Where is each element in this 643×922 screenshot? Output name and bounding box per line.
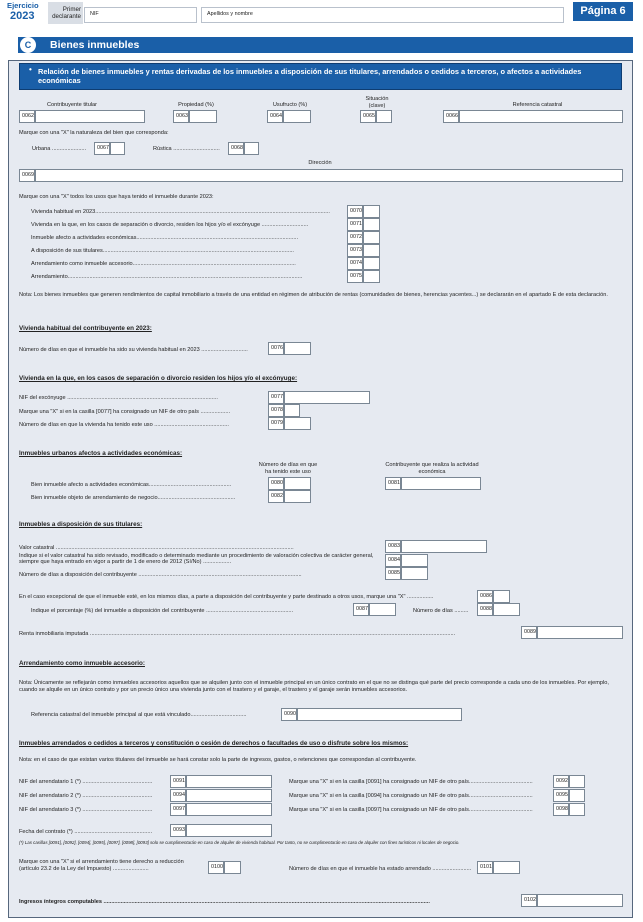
num-dias-label: Número de días ......... <box>413 608 469 614</box>
valor-revisado-input[interactable] <box>401 554 428 567</box>
contribuyente-actividad-input[interactable] <box>401 477 481 490</box>
urbana-checkbox[interactable] <box>110 142 125 155</box>
casilla-0089-code: 0089 <box>521 626 537 639</box>
usos-prompt: Marque con una "X" todos los usos que haya tenido el inmueble durante 2023: <box>19 194 214 200</box>
casilla-0076-code: 0076 <box>268 342 284 355</box>
valor-catastral-input[interactable] <box>401 540 487 553</box>
casilla-0083-code: 0083 <box>385 540 401 553</box>
nif-otro-pais-label: Marque una "X" si en la casilla [0077] ha consignado un NIF de otro país ................... <box>19 409 231 415</box>
dias-disposicion-label: Número de días a disposición del contribuyente ......................................................................................................... <box>19 572 302 578</box>
uso-label: Inmueble afecto a actividades económicas........................................................................................................ <box>31 235 299 241</box>
casilla-0101-code: 0101 <box>477 861 493 874</box>
afectos-heading: Inmuebles urbanos afectos a actividades económicas: <box>19 450 183 457</box>
fecha-contrato-input[interactable] <box>186 824 272 837</box>
vivienda-separacion-heading: Vivienda en la que, en los casos de separación o divorcio residen los hijos y/o el excónyuge: <box>19 375 298 382</box>
nif-arrendatario-input[interactable] <box>186 803 272 816</box>
usufructo-input[interactable] <box>283 110 311 123</box>
uso-label: Arrendamiento como inmueble accesorio......................................................................................................... <box>31 261 296 267</box>
casilla-0075-code: 0075 <box>347 270 363 283</box>
renta-imputada-input[interactable] <box>537 626 623 639</box>
num-dias-input[interactable] <box>493 603 520 616</box>
otro-pais-label: Marque una "X" si en la casilla [0097] ha consignado un NIF de otro país......................................... <box>289 807 533 813</box>
casilla-0090-code: 0090 <box>281 708 297 721</box>
casilla-0069-code: 0069 <box>19 169 35 182</box>
contribuyente-header: Contribuyente titular <box>46 102 98 108</box>
propiedad-header: Propiedad (%) <box>178 102 214 108</box>
dias-arrendado-input[interactable] <box>493 861 520 874</box>
nif-arrendatario-input[interactable] <box>186 775 272 788</box>
nif-exconyuge-input[interactable] <box>284 391 370 404</box>
casilla-0073-code: 0073 <box>347 244 363 257</box>
casilla-0094-code: 0094 <box>170 789 186 802</box>
uso-label: A disposición de sus titulares........................................................................................................................... <box>31 248 294 254</box>
nif-field[interactable] <box>84 7 197 23</box>
casilla-0078-code: 0078 <box>268 404 284 417</box>
casilla-0086-code: 0086 <box>477 590 493 603</box>
otro-pais-checkbox[interactable] <box>569 803 585 816</box>
casilla-0081-code: 0081 <box>385 477 401 490</box>
contribuyente-actividad-header: Contribuyente que realiza la actividad económica <box>385 462 479 475</box>
apellidos-label: Apellidos y nombre <box>207 11 253 17</box>
casilla-0063-code: 0063 <box>173 110 189 123</box>
nota-atribucion: Nota: Los bienes inmuebles que generen rendimientos de capital inmobiliario a través de una entidad en régimen de atribución de rentas (comunidades de bienes, herencias yacentes...) se declararán en el apartado E de esta declaración. <box>19 292 608 298</box>
casilla-0068-code: 0068 <box>228 142 244 155</box>
urbana-label: Urbana ...................... <box>32 146 87 152</box>
reduccion-label: Marque con una "X" si el arrendamiento tiene derecho a reducción (artículo 23.2 de la Ley del Impuesto) ....................... <box>19 859 184 872</box>
uso-checkbox[interactable] <box>363 257 380 270</box>
dias-disposicion-input[interactable] <box>401 567 428 580</box>
casilla-0085-code: 0085 <box>385 567 401 580</box>
caso-excepcional-label: En el caso excepcional de que el inmueble esté, en los mismos días, a parte a disposición del contribuyente y parte destinado a otros usos, marque una "X" ................. <box>19 594 434 600</box>
casilla-0091-code: 0091 <box>170 775 186 788</box>
reduccion-checkbox[interactable] <box>224 861 241 874</box>
dias-negocio-input[interactable] <box>284 490 311 503</box>
uso-checkbox[interactable] <box>363 205 380 218</box>
casilla-0095-code: 0095 <box>553 789 569 802</box>
uso-label: Arrendamiento....................................................................................................................................................... <box>31 274 303 280</box>
referencia-header: Referencia catastral <box>512 102 563 108</box>
situacion-header: Situación (clave) <box>365 96 389 109</box>
nif-otro-pais-checkbox[interactable] <box>284 404 300 417</box>
bullet-icon: • <box>29 65 32 74</box>
ingresos-input[interactable] <box>537 894 623 907</box>
rustica-label: Rústica .............................. <box>153 146 220 152</box>
casilla-0098-code: 0098 <box>553 803 569 816</box>
vivienda-habitual-heading: Vivienda habitual del contribuyente en 2023: <box>19 325 152 332</box>
propiedad-input[interactable] <box>189 110 217 123</box>
bien-afecto-label: Bien inmueble afecto a actividades económicas..................................................... <box>31 482 232 488</box>
disposicion-heading: Inmuebles a disposición de sus titulares: <box>19 521 143 528</box>
section-letter: C <box>20 37 36 53</box>
accesorio-nota: Nota: Únicamente se reflejarán como inmuebles accesorios aquellos que se alquilen junto con el inmueble principal en un único contrato en el que no se distinga qué parte del precio corresponde a cada uno de los inmuebles. Por ejemplo, cuando se alquile en un único contrato y por un precio único una vivienda junto con el trastero y el garaje, el trastero y el garaje serán inmuebles accesorios. <box>19 680 609 693</box>
valor-catastral-label: Valor catastral ......................................................................................................................................................... <box>19 545 294 551</box>
casilla-0080-code: 0080 <box>268 477 284 490</box>
uso-checkbox[interactable] <box>363 231 380 244</box>
casilla-0088-code: 0088 <box>477 603 493 616</box>
porcentaje-label: Indique el porcentaje (%) del inmueble a disposición del contribuyente ........................................................ <box>31 608 294 614</box>
casilla-0067-code: 0067 <box>94 142 110 155</box>
casilla-0082-code: 0082 <box>268 490 284 503</box>
dias-arrendado-label: Número de días en que el inmueble ha estado arrendado ......................... <box>289 866 472 872</box>
primer-declarante-label: Primer declarante <box>52 6 81 21</box>
casilla-0065-code: 0065 <box>360 110 376 123</box>
casilla-0079-code: 0079 <box>268 417 284 430</box>
casilla-0102-code: 0102 <box>521 894 537 907</box>
dias-uso-header: Número de días en que ha tenido este uso <box>258 462 318 475</box>
rustica-checkbox[interactable] <box>244 142 259 155</box>
otro-pais-checkbox[interactable] <box>569 775 585 788</box>
otro-pais-label: Marque una "X" si en la casilla [0094] ha consignado un NIF de otro país......................................... <box>289 793 533 799</box>
situacion-input[interactable] <box>376 110 392 123</box>
section-title: Bienes inmuebles <box>50 39 140 51</box>
casilla-0071-code: 0071 <box>347 218 363 231</box>
nif-exconyuge-label: NIF del excónyuge ................................................................................................. <box>19 395 218 401</box>
casilla-0100-code: 0100 <box>208 861 224 874</box>
casilla-0077-code: 0077 <box>268 391 284 404</box>
casilla-0064-code: 0064 <box>267 110 283 123</box>
casilla-0092-code: 0092 <box>553 775 569 788</box>
casilla-0074-code: 0074 <box>347 257 363 270</box>
nif-arrendatario-label: NIF del arrendatario 3 (*) ............................................. <box>19 807 153 813</box>
casilla-0072-code: 0072 <box>347 231 363 244</box>
dias-vivienda-uso-label: Número de días en que la vivienda ha tenido este uso ................................................ <box>19 422 229 428</box>
casilla-0066-code: 0066 <box>443 110 459 123</box>
dias-vivienda-uso-input[interactable] <box>284 417 311 430</box>
usufructo-header: Usufructo (%) <box>272 102 308 108</box>
page-number: Página 6 <box>573 2 633 21</box>
arrendados-nota: Nota: en el caso de que existan varios titulares del inmueble se hará constar solo la parte de ingresos, gastos, o retenciones que correspondan al contribuyente. <box>19 757 417 763</box>
casilla-0062-code: 0062 <box>19 110 35 123</box>
ingresos-label: Ingresos íntegros computables .................................................................................................................................................................................................................. <box>19 899 430 905</box>
direccion-input[interactable] <box>35 169 623 182</box>
ref-principal-label: Referencia catastral del inmueble principal al que está vinculado.................................... <box>31 712 247 718</box>
arrendados-heading: Inmuebles arrendados o cedidos a terceros y constitución o cesión de derechos o facultades de uso o disfrute sobre los mismos: <box>19 740 409 747</box>
referencia-input[interactable] <box>459 110 623 123</box>
naturaleza-prompt: Marque con una "X" la naturaleza del bien que corresponda: <box>19 130 169 136</box>
casilla-0084-code: 0084 <box>385 554 401 567</box>
accesorio-heading: Arrendamiento como inmueble accesorio: <box>19 660 145 667</box>
casilla-0097-code: 0097 <box>170 803 186 816</box>
fecha-contrato-label: Fecha del contrato (*) .................................................. <box>19 829 153 835</box>
casilla-0087-code: 0087 <box>353 603 369 616</box>
ref-principal-input[interactable] <box>297 708 462 721</box>
casilla-0093-code: 0093 <box>170 824 186 837</box>
valor-revisado-label: Indique si el valor catastral ha sido revisado, modificado o determinado mediante un procedimiento de valoración colectiva de carácter general, siempre que haya entrado en vigor a partir de 1 de enero de 2012 (Sí/No) .................. <box>19 553 374 566</box>
contribuyente-input[interactable] <box>35 110 145 123</box>
otro-pais-checkbox[interactable] <box>569 789 585 802</box>
bien-negocio-label: Bien inmueble objeto de arrendamiento de negocio.................................................. <box>31 495 236 501</box>
uso-label: Vivienda en la que, en los casos de separación o divorcio, residen los hijos y/o el excónyuge .............................. <box>31 222 309 228</box>
dias-vivienda-habitual-input[interactable] <box>284 342 311 355</box>
vivienda-habitual-label: Número de días en que el inmueble ha sido su vivienda habitual en 2023 .............................. <box>19 347 248 353</box>
otro-pais-label: Marque una "X" si en la casilla [0091] ha consignado un NIF de otro país......................................... <box>289 779 533 785</box>
direccion-header: Dirección <box>308 160 332 166</box>
ejercicio-year: 2023 <box>10 10 35 22</box>
casillas-footnote: (*) Las casillas [0091], [0092], [0094], [0095], [0097], [0098], [0093] solo se cumplimentarán en caso de alquiler de vivienda habitual. Por tanto, no se cumplimentarán en caso de alquiler con fines turísticos ni locales de negocio. <box>19 840 460 845</box>
uso-checkbox[interactable] <box>363 244 380 257</box>
ejercicio-label: Ejercicio <box>7 1 39 10</box>
casilla-0070-code: 0070 <box>347 205 363 218</box>
nif-label: NIF <box>90 11 99 17</box>
uso-label: Vivienda habitual en 2023....................................................................................................................................................... <box>31 209 330 215</box>
dias-afecto-input[interactable] <box>284 477 311 490</box>
nif-arrendatario-input[interactable] <box>186 789 272 802</box>
caso-excepcional-checkbox[interactable] <box>493 590 510 603</box>
relacion-banner-text: Relación de bienes inmuebles y rentas derivadas de los inmuebles a disposición de sus titulares, arrendados o cedidos a terceros, o afectos a actividades económicas <box>38 67 582 85</box>
renta-imputada-label: Renta inmobiliaria imputada ........................................................................................................................................................................................................................................... <box>19 631 456 637</box>
uso-checkbox[interactable] <box>363 218 380 231</box>
nif-arrendatario-label: NIF del arrendatario 1 (*) ............................................. <box>19 779 153 785</box>
porcentaje-input[interactable] <box>369 603 396 616</box>
inmuebles-panel <box>8 60 633 918</box>
apellidos-field[interactable] <box>201 7 564 23</box>
nif-arrendatario-label: NIF del arrendatario 2 (*) ............................................. <box>19 793 153 799</box>
uso-checkbox[interactable] <box>363 270 380 283</box>
